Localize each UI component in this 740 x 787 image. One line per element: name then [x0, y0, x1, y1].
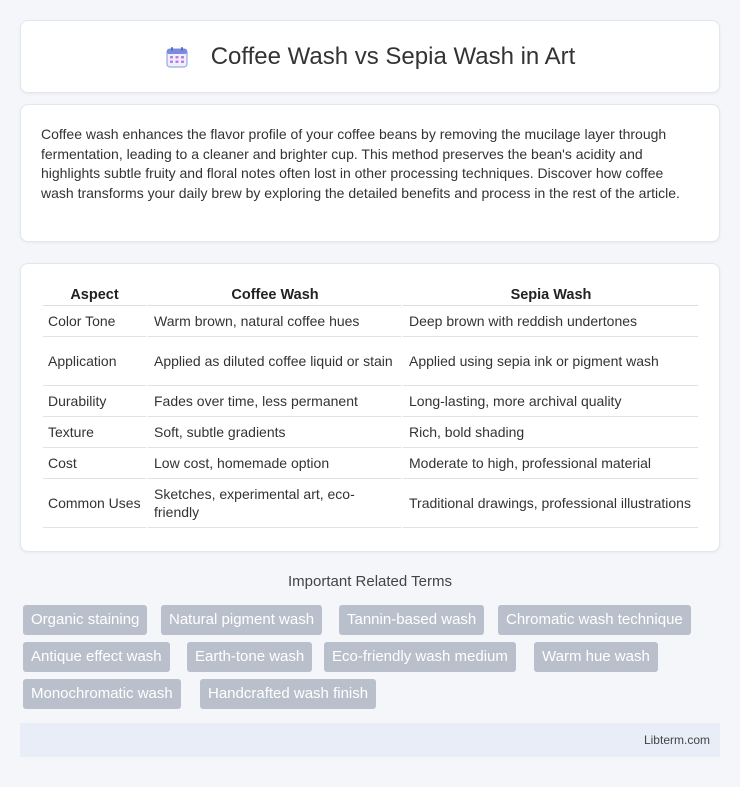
- table-row: [43, 479, 698, 528]
- related-terms-title: Important Related Terms: [288, 573, 452, 590]
- footer: [20, 723, 720, 757]
- header-sepia-wash: Sepia Wash: [401, 284, 698, 306]
- related-term-tag[interactable]: Warm hue wash: [534, 642, 658, 672]
- table-cell: Rich, bold shading: [401, 417, 698, 448]
- table-row: [43, 337, 698, 386]
- intro-card: [20, 104, 720, 242]
- table-cell: Texture: [43, 417, 146, 448]
- related-term-tag[interactable]: Organic staining: [23, 605, 147, 635]
- table-cell: Color Tone: [43, 306, 146, 337]
- table-header-row: [43, 284, 698, 306]
- table-cell: Long-lasting, more archival quality: [401, 386, 698, 417]
- related-term-tag[interactable]: Tannin-based wash: [339, 605, 484, 635]
- table-cell: Deep brown with reddish undertones: [401, 306, 698, 337]
- table-row: [43, 417, 698, 448]
- table-cell: Moderate to high, professional material: [401, 448, 698, 479]
- calendar-icon: [165, 45, 189, 69]
- related-term-tag[interactable]: Eco-friendly wash medium: [324, 642, 516, 672]
- table-cell: Soft, subtle gradients: [146, 417, 401, 448]
- table-cell: Applied using sepia ink or pigment wash: [401, 337, 698, 386]
- table-cell: Sketches, experimental art, eco-friendly: [146, 479, 401, 528]
- table-cell: Traditional drawings, professional illustrations: [401, 479, 698, 528]
- table-cell: Cost: [43, 448, 146, 479]
- related-term-tag[interactable]: Chromatic wash technique: [498, 605, 691, 635]
- table-cell: Low cost, homemade option: [146, 448, 401, 479]
- table-cell: Durability: [43, 386, 146, 417]
- table-cell: Applied as diluted coffee liquid or stain: [146, 337, 401, 386]
- footer-site-link[interactable]: Libterm.com: [643, 733, 710, 747]
- title-card: [20, 20, 720, 93]
- table-row: [43, 448, 698, 479]
- related-term-tag[interactable]: Monochromatic wash: [23, 679, 181, 709]
- table-cell: Common Uses: [43, 479, 146, 528]
- related-term-tag[interactable]: Natural pigment wash: [161, 605, 322, 635]
- table-cell: Application: [43, 337, 146, 386]
- comparison-table: [43, 284, 698, 528]
- table-row: [43, 306, 698, 337]
- table-cell: Fades over time, less permanent: [146, 386, 401, 417]
- intro-text: Coffee wash enhances the flavor profile of your coffee beans by removing the mucilage layer through fermentation, leading to a cleaner and brighter cup. This method preserves the bean's acidity and highlights subtle fruity and floral notes often lost in other processing techniques. Discover how coffee wash transforms your daily brew by exploring the detailed benefits and process in the rest of the article.: [41, 126, 680, 201]
- page-title: Coffee Wash vs Sepia Wash in Art: [210, 42, 576, 70]
- table-row: [43, 386, 698, 417]
- table-cell: Warm brown, natural coffee hues: [146, 306, 401, 337]
- header-aspect: Aspect: [43, 284, 146, 306]
- related-term-tag[interactable]: Antique effect wash: [23, 642, 170, 672]
- header-coffee-wash: Coffee Wash: [146, 284, 401, 306]
- related-term-tag[interactable]: Handcrafted wash finish: [200, 679, 376, 709]
- comparison-card: [20, 263, 720, 552]
- related-term-tag[interactable]: Earth-tone wash: [187, 642, 312, 672]
